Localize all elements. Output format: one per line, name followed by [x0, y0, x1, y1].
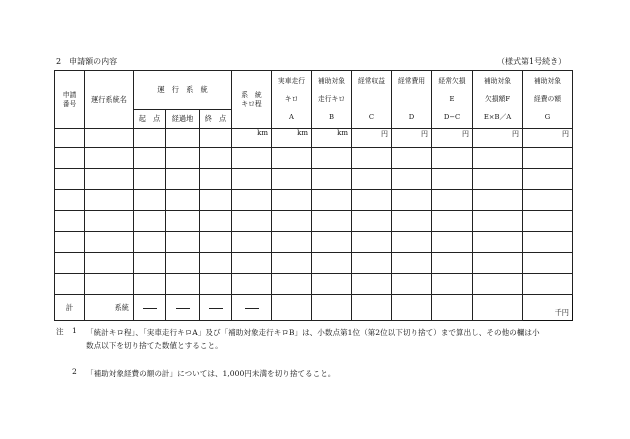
header-route-name: 運行系統名: [85, 71, 134, 129]
total-unit: 千円: [554, 308, 569, 317]
dash-mark: [176, 308, 190, 309]
notes-prefix: 注: [56, 327, 64, 336]
header-deficit: 経常欠損 E D−C: [432, 71, 473, 129]
unit-revenue: 円: [352, 129, 392, 148]
header-subsidy-km: 補助対象 走行キロ B: [312, 71, 352, 129]
dash-mark: [143, 308, 157, 309]
header-system-km: 系 統 キロ程: [232, 71, 272, 129]
table-row[interactable]: [55, 274, 573, 295]
notes: [56, 326, 540, 352]
note-number: 1: [72, 326, 77, 335]
total-label: 計: [55, 295, 85, 321]
unit-actual-km: km: [272, 129, 312, 148]
total-subsidy-amount-cell[interactable]: [523, 295, 573, 321]
unit-subsidy-deficit: 円: [473, 129, 523, 148]
section-title: 2 申請額の内容: [56, 57, 118, 66]
note-2: [56, 367, 335, 380]
units-row: [55, 129, 573, 148]
table-row[interactable]: [55, 253, 573, 274]
header-route-group: 運 行 系 統: [134, 71, 232, 110]
dash-mark: [209, 308, 223, 309]
note-line: 「統計キロ程」、「実車走行キロA」及び「補助対象走行キロB」は、小数点第1位（第2位以下切り捨て）まで算出し、その他の欄は小: [86, 328, 540, 337]
header-revenue: 経常収益 C: [352, 71, 392, 129]
table-row[interactable]: [55, 190, 573, 211]
header-cost: 経常費用 D: [392, 71, 432, 129]
table-row[interactable]: [55, 148, 573, 169]
note-line: 「補助対象経費の額の計」については、1,000円未満を切り捨てること。: [86, 369, 336, 378]
table-row[interactable]: [55, 232, 573, 253]
unit-subsidy-km: km: [312, 129, 352, 148]
header-application-no: 申請 番号: [55, 71, 85, 129]
unit-deficit: 円: [432, 129, 473, 148]
table-row[interactable]: [55, 211, 573, 232]
dash-mark: [245, 308, 259, 309]
header-end: 終 点: [200, 110, 232, 129]
note-line: 数点以下を切り捨てた数値とすること。: [86, 341, 223, 350]
form-reference: （様式第1号続き）: [497, 57, 567, 66]
header-actual-km: 実車走行 キロ A: [272, 71, 312, 129]
note-number: 2: [72, 367, 77, 376]
header-via: 経過地: [166, 110, 200, 129]
application-table: [54, 70, 573, 321]
total-row: [55, 295, 573, 321]
total-count-unit: 系統: [85, 295, 134, 321]
unit-system-km: km: [232, 129, 272, 148]
header-start: 起 点: [134, 110, 166, 129]
header-subsidy-amount: 補助対象 経費の額 G: [523, 71, 573, 129]
unit-cost: 円: [392, 129, 432, 148]
unit-subsidy-amount: 円: [523, 129, 573, 148]
header-subsidy-deficit: 補助対象 欠損額F E×B／A: [473, 71, 523, 129]
table-row[interactable]: [55, 169, 573, 190]
